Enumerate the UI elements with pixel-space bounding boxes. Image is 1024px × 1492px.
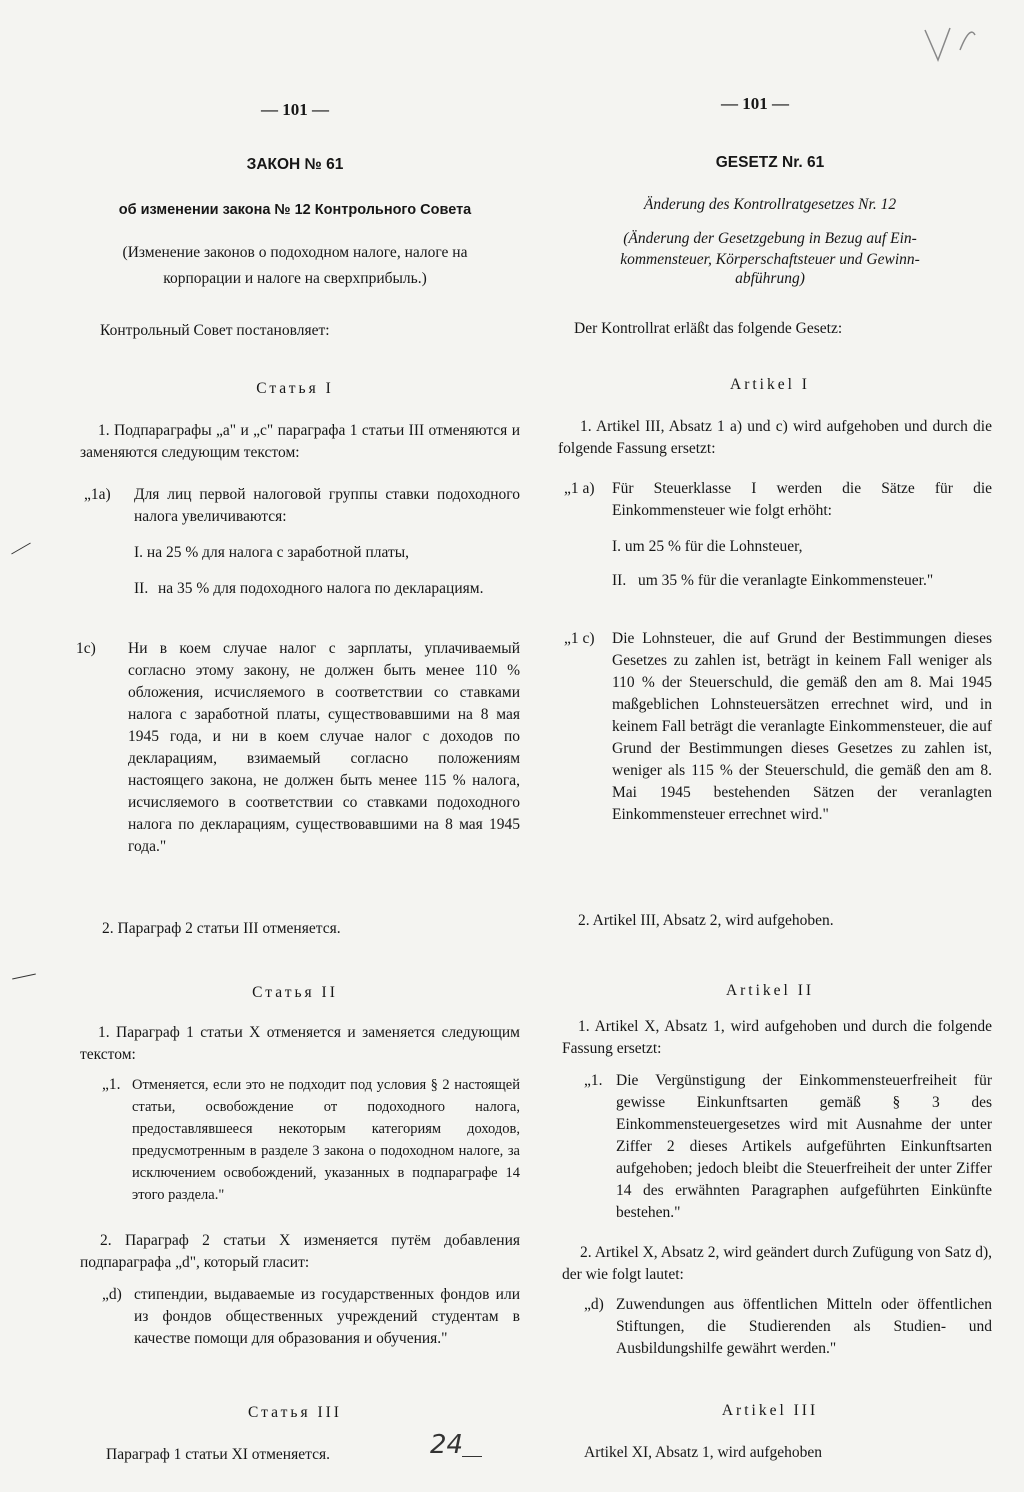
article-2-item-1: [584, 1070, 992, 1224]
item-text: Zuwendungen aus öffentlichen Mitteln oder öffentlichen Stiftungen, die Studierenden als Studien- und Ausbildungshilfe gewährt werden.": [616, 1296, 992, 1357]
handwritten-page-mark: 24: [430, 1430, 464, 1460]
article-1-paragraph-2: 2. Artikel III, Absatz 2, wird aufgehoben.: [578, 912, 834, 929]
item-label: II.: [134, 580, 149, 597]
item-label: „1a): [84, 486, 111, 503]
item-text: Ни в коем случае налог с зарплаты, уплачиваемый согласно этому закону, не должен быть менее 110 % обложения, исчисляемого в соответствии со ставками налога с заработной платы, существовавшими на 8 мая 1945 года, и ни в коем случае налог с доходов по декларациям, взимаемый согласно положениям настоящего закона, не должен быть менее 115 % налога, исчисляемого в соответствии со ставками подоходного налога по декларациям, существовавшими на 8 мая 1945 года.": [128, 640, 520, 855]
preamble: Контрольный Совет постановляет:: [100, 322, 330, 339]
article-1-item-1c: [564, 628, 992, 826]
article-2-item-d: [102, 1284, 520, 1350]
item-label: „1.: [584, 1072, 603, 1089]
article-1-item-i: I. на 25 % для налога с заработной платы,: [134, 544, 410, 561]
article-2-paragraph-2: 2. Параграф 2 статьи X изменяется путём добавления подпараграфа „d", который гласит:: [80, 1232, 520, 1271]
item-label: „1 c): [564, 630, 595, 647]
item-label: „1 a): [564, 480, 595, 497]
page-number: — 101 —: [721, 94, 789, 113]
item-text: Для лиц первой налоговой группы ставки подоходного налога увеличиваются:: [134, 486, 520, 525]
law-note-line2: корпорации и налоге на сверхприбыль.): [163, 270, 427, 287]
article-2-item-d: [584, 1294, 992, 1360]
law-subtitle: Änderung des Kontrollratgesetzes Nr. 12: [643, 196, 897, 213]
item-label: „d): [102, 1286, 122, 1303]
page-number: — 101 —: [261, 100, 329, 119]
law-title: GESETZ Nr. 61: [715, 154, 825, 171]
article-1-item-ii: [134, 578, 520, 600]
article-1-item-1a: [84, 484, 520, 528]
article-3-paragraph-1: Параграф 1 статьи XI отменяется.: [106, 1446, 330, 1463]
article-1-paragraph-2: 2. Параграф 2 статьи III отменяется.: [102, 920, 341, 937]
law-subtitle: об изменении закона № 12 Контрольного Совета: [118, 202, 472, 218]
article-1-item-ii: [612, 570, 992, 592]
article-1-paragraph-1: 1. Artikel III, Absatz 1 a) und c) wird aufgehoben und durch die folgende Fassung ersetzt:: [558, 418, 992, 457]
article-2-heading: Статья II: [252, 984, 338, 1001]
item-text: um 35 % für die veranlagte Einkommensteuer.": [638, 572, 934, 589]
article-2-paragraph-2: 2. Artikel X, Absatz 2, wird geändert durch Zufügung von Satz d), der wie folgt lautet:: [562, 1244, 992, 1283]
law-note-line3: abführung): [735, 270, 805, 287]
article-3-paragraph-1: Artikel XI, Absatz 1, wird aufgehoben: [584, 1444, 823, 1461]
article-2-item-1: [102, 1074, 520, 1206]
article-3-heading: Artikel III: [721, 1402, 819, 1419]
item-label: „d): [584, 1296, 604, 1313]
article-3-heading: Статья III: [248, 1404, 342, 1421]
margin-mark: [11, 543, 31, 555]
margin-scribble: [920, 20, 980, 80]
article-1-item-i: I. um 25 % für die Lohnsteuer,: [612, 538, 803, 555]
item-text: Für Steuerklasse I werden die Sätze für die Einkommensteuer wie folgt erhöht:: [612, 480, 992, 519]
item-text: стипендии, выдаваемые из государственных фондов или из фондов общественных учреждений студентам в качестве помощи для образования и обучения.": [134, 1286, 520, 1347]
article-2-heading: Artikel II: [725, 982, 815, 999]
handwritten-dash: [462, 1456, 482, 1457]
article-1-heading: Artikel I: [730, 376, 810, 393]
article-2-paragraph-1: 1. Artikel X, Absatz 1, wird aufgehoben und durch die folgende Fassung ersetzt:: [562, 1018, 992, 1057]
article-2-paragraph-1: 1. Параграф 1 статьи X отменяется и заменяется следующим текстом:: [80, 1024, 520, 1063]
law-note-line2: kommensteuer, Körperschaftsteuer und Gewinn-: [620, 251, 920, 268]
item-label: „1.: [102, 1076, 121, 1093]
item-label: 1c): [76, 640, 96, 657]
article-1-heading: Статья I: [256, 380, 334, 397]
law-title: ЗАКОН № 61: [246, 156, 344, 173]
article-1-item-1c: [76, 638, 520, 858]
item-text: Die Lohnsteuer, die auf Grund der Bestimmungen dieses Gesetzes zu zahlen ist, beträgt in keinem Fall weniger als 110 % der Steuerschuld, die gemäß den am 8. Mai 1945 maßgeblichen Lohnsteuersätzen errechnet wird, und in keinem Fall beträgt die veranlagte Einkommensteuer, die auf Grund der Bestimmungen dieses Gesetzes zu zahlen ist, weniger als 115 % der Steuerschuld, die gemäß den am 8. Mai 1945 bestehenden Sätzen der veranlagten Einkommensteuer errechnet wird.": [612, 630, 992, 823]
law-note-line1: (Änderung der Gesetzgebung in Bezug auf Ein-: [623, 230, 917, 247]
item-text: Отменяется, если это не подходит под условия § 2 настоящей статьи, освобождение от подоходного налога, предоставлявшееся некоторым категориям доходов, предусмотренным в разделе 3 закона о подоходном налоге, за исключением освобождений, указанных в подпараграфе 14 этого раздела.": [132, 1077, 520, 1203]
article-1-item-1a: [564, 478, 992, 522]
item-label: II.: [612, 572, 627, 589]
article-1-paragraph-1: 1. Подпараграфы „а" и „с" параграфа 1 статьи III отменяются и заменяются следующим текстом:: [80, 422, 520, 461]
item-text: на 35 % для подоходного налога по декларациям.: [158, 580, 484, 597]
item-text: Die Vergünstigung der Einkommensteuerfreiheit für gewisse Einkunftsarten gemäß § 3 des Einkommensteuergesetzes wird mit Ausnahme der unter Ziffer 2 dieses Artikels aufgeführten Einkunftsarten aufgehoben; jedoch bleibt die Steuerfreiheit der unter Ziffer 14 des erwähnten Paragraphen aufgeführten Einkünfte bestehen.": [616, 1072, 992, 1221]
margin-mark: [12, 974, 36, 980]
preamble: Der Kontrollrat erläßt das folgende Gesetz:: [574, 320, 843, 337]
law-note-line1: (Изменение законов о подоходном налоге, налоге на: [122, 244, 468, 261]
